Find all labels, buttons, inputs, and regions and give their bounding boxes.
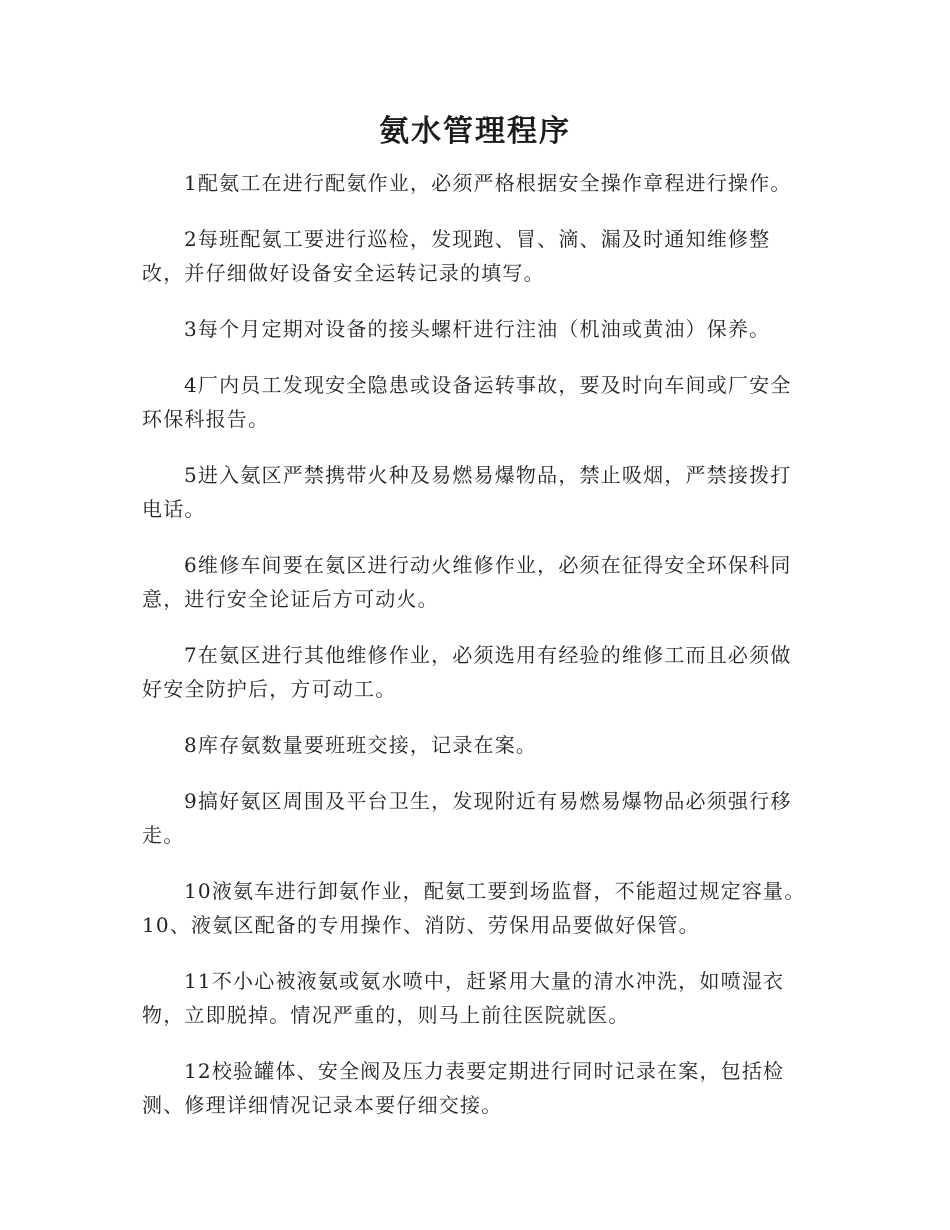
paragraph-9: 9搞好氨区周围及平台卫生，发现附近有易燃易爆物品必须强行移走。 xyxy=(142,789,792,847)
paragraph-11: 11不小心被液氨或氨水喷中，赶紧用大量的清水冲洗，如喷湿衣物，立即脱掉。情况严重的，则马上前往医院就医。 xyxy=(142,969,785,1027)
paragraph-7: 7在氨区进行其他维修作业，必须选用有经验的维修工而且必须做好安全防护后，方可动工。 xyxy=(142,643,792,701)
paragraph-8: 8库存氨数量要班班交接，记录在案。 xyxy=(184,733,538,757)
paragraph-4: 4厂内员工发现安全隐患或设备运转事故，要及时向车间或厂安全环保科报告。 xyxy=(142,373,792,431)
paragraph-1: 1配氨工在进行配氨作业，必须严格根据安全操作章程进行操作。 xyxy=(184,171,792,195)
document-body xyxy=(142,166,810,1144)
paragraph-2: 2每班配氨工要进行巡检，发现跑、冒、滴、漏及时通知维修整改，并仔细做好设备安全运转记录的填写。 xyxy=(142,227,771,285)
paragraph-3: 3每个月定期对设备的接头螺杆进行注油（机油或黄油）保养。 xyxy=(184,317,771,341)
paragraph-6: 6维修车间要在氨区进行动火维修作业，必须在征得安全环保科同意，进行安全论证后方可动火。 xyxy=(142,553,792,611)
paragraph-12: 12校验罐体、安全阀及压力表要定期进行同时记录在案，包括检测、修理详细情况记录本要仔细交接。 xyxy=(142,1059,785,1117)
paragraph-10: 10液氨车进行卸氨作业，配氨工要到场监督，不能超过规定容量。10、液氨区配备的专用操作、消防、劳保用品要做好保管。 xyxy=(142,879,806,937)
document-title: 氨水管理程序 xyxy=(379,114,571,149)
paragraph-5: 5进入氨区严禁携带火种及易燃易爆物品，禁止吸烟，严禁接拨打电话。 xyxy=(142,463,792,521)
